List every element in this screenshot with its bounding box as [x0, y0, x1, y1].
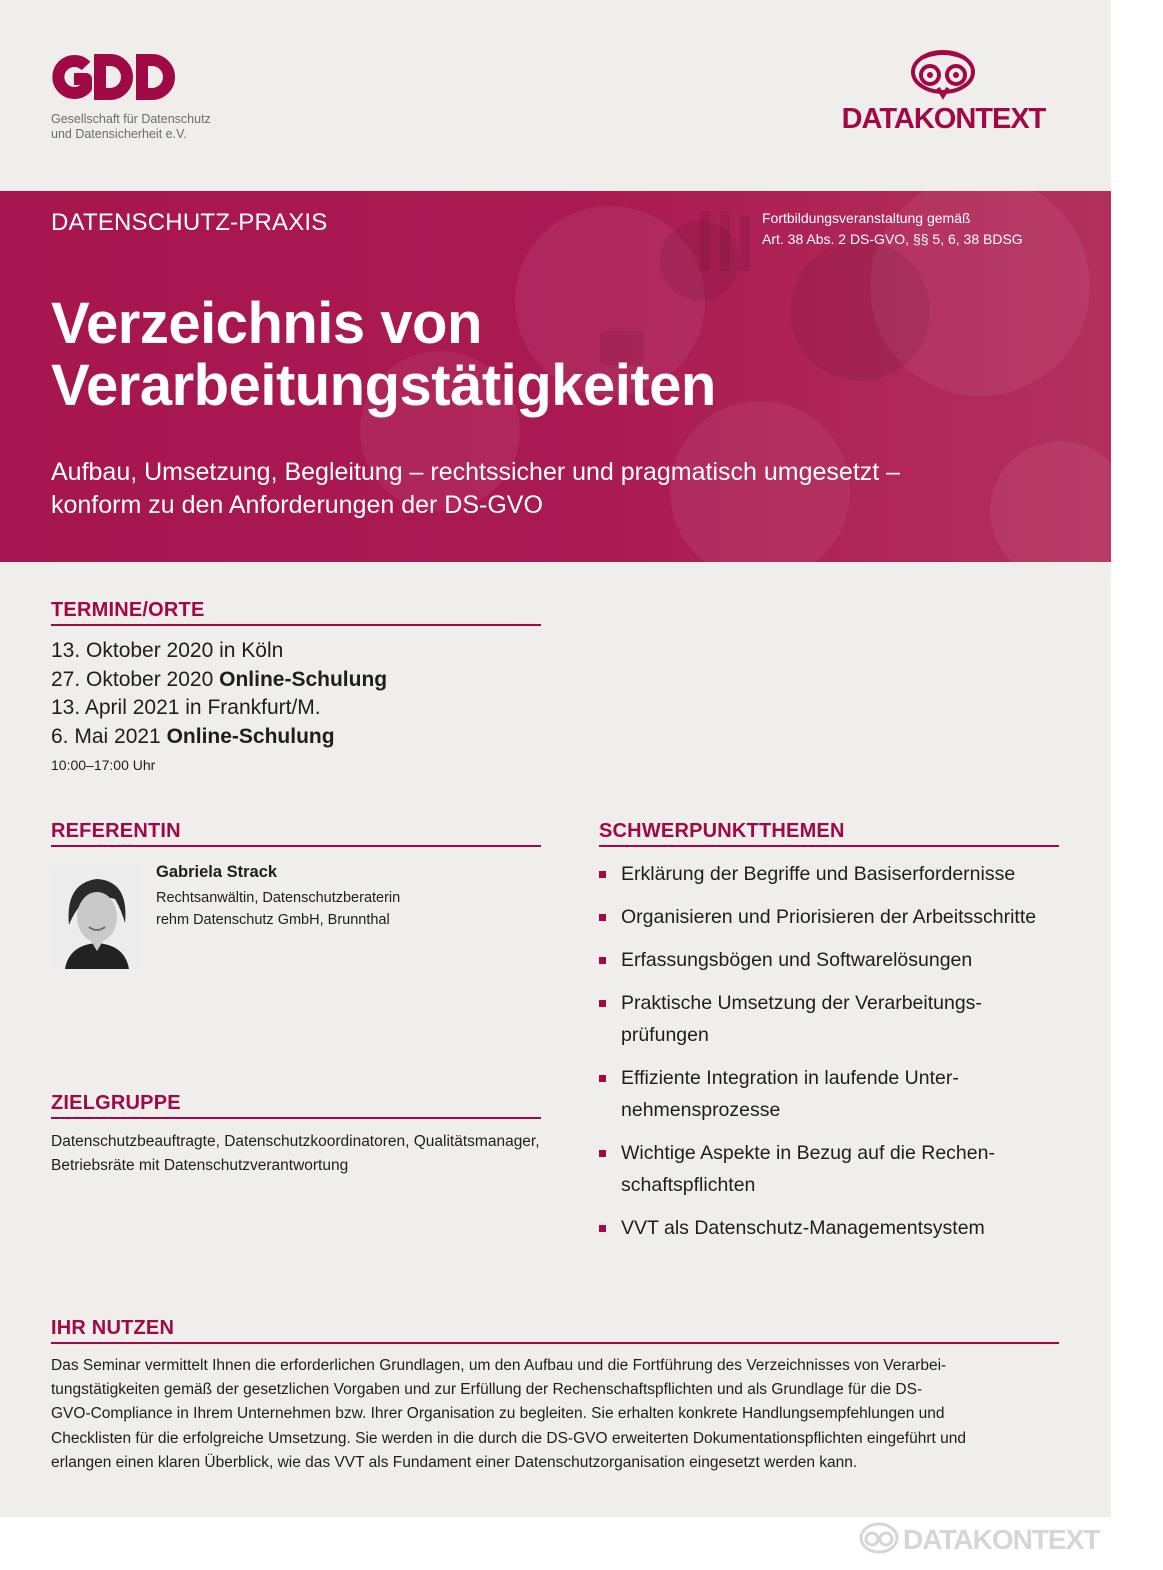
date-item [51, 694, 387, 723]
bullet-square-icon [599, 871, 606, 878]
title-banner [0, 191, 1111, 562]
heading-referentin: REFERENTIN [51, 820, 541, 847]
topic-text: VVT als Datenschutz-Managementsystem [621, 1217, 985, 1239]
date-format: Online-Schulung [219, 667, 388, 691]
date-format: Online-Schulung [166, 724, 335, 748]
speaker-role: Rechtsanwältin, Datenschutzberaterin [156, 890, 401, 906]
bullet-square-icon [599, 1225, 606, 1232]
heading-termine: TERMINE/ORTE [51, 599, 541, 626]
gdd-logo [50, 52, 180, 102]
bullet-square-icon [599, 1150, 606, 1157]
list-item [599, 1137, 1069, 1201]
zielgruppe-text: Datenschutzbeauftragte, Datenschutzkoordinatoren, Qualitätsmanager, Betriebsräte mit Datenschutzverantwortung [51, 1133, 540, 1174]
watermark-text: DATAKONTEXT [903, 1524, 1100, 1555]
list-item [599, 944, 1069, 976]
speaker-photo [51, 865, 142, 969]
nutzen-text: Das Seminar vermittelt Ihnen die erforderlichen Grundlagen, um den Aufbau und die Fortführung des Verzeichnisses von Verarbei- tungstätigkeiten gemäß der gesetzlichen Vorgaben und zur Erfüllung der Rechenschaftspflichten und als Grundlage für die DS- GVO-Compliance in Ihrem Unternehmen bzw. Ihrer Organisation zu begleiten. Sie erhalten konkrete Handlungsempfehlungen und Checklisten für die erfolgreiche Umsetzung. Sie werden in die durch die DS-GVO erweiterten Dokumentationspflichten eingeführt und erlangen einen klaren Überblick, wie das VVT als Fundament einer Datenschutzorganisation eingesetzt werden kann. [51, 1357, 966, 1471]
speaker-name: Gabriela Strack [156, 863, 278, 881]
page-subtitle: Aufbau, Umsetzung, Begleitung – rechtssicher und pragmatisch umgesetzt – konform zu den Anforderungen der DS-GVO [51, 458, 901, 519]
list-item [599, 1212, 1069, 1244]
topic-text: Organisieren und Priorisieren der Arbeitsschritte [621, 906, 1037, 928]
heading-schwerpunktthemen: SCHWERPUNKTTHEMEN [599, 820, 1059, 847]
bullet-square-icon [599, 1000, 606, 1007]
topic-text: Praktische Umsetzung der Verarbeitungs- prüfungen [621, 992, 982, 1046]
time-range: 10:00–17:00 Uhr [51, 757, 156, 773]
date-text: 6. Mai 2021 [51, 724, 167, 748]
speaker-details [156, 887, 400, 931]
gdd-subtitle: Gesellschaft für Datenschutz und Datensicherheit e.V. [51, 112, 211, 141]
list-item [599, 858, 1069, 890]
series-label: DATENSCHUTZ-PRAXIS [51, 209, 328, 236]
date-text: 13. April 2021 in Frankfurt/M. [51, 696, 321, 719]
page-margin-right [1111, 0, 1163, 1570]
heading-zielgruppe: ZIELGRUPPE [51, 1092, 541, 1119]
topic-text: Erfassungsbögen und Softwarelösungen [621, 949, 973, 971]
list-item [599, 987, 1069, 1051]
topics-list [599, 858, 1069, 1255]
heading-ihr-nutzen: IHR NUTZEN [51, 1317, 1059, 1344]
datakontext-logo-text: DATAKONTEXT [841, 103, 1046, 135]
date-text: 27. Oktober 2020 [51, 667, 220, 691]
date-text: 13. Oktober 2020 in Köln [51, 639, 284, 662]
topic-text: Erklärung der Begriffe und Basiserfordernisse [621, 863, 1016, 885]
list-item [599, 1062, 1069, 1126]
speaker-company: rehm Datenschutz GmbH, Brunnthal [156, 912, 390, 928]
page-title: Verzeichnis von Verarbeitungstätigkeiten [51, 291, 716, 418]
date-item [51, 666, 387, 695]
bullet-square-icon [599, 914, 606, 921]
date-item [51, 723, 387, 752]
bullet-square-icon [599, 1075, 606, 1082]
list-item [599, 901, 1069, 933]
bullet-square-icon [599, 957, 606, 964]
watermark-owl-icon [858, 1520, 900, 1560]
topic-text: Effiziente Integration in laufende Unter- nehmensprozesse [621, 1067, 959, 1121]
certification-note: Fortbildungsveranstaltung gemäß Art. 38 Abs. 2 DS-GVO, §§ 5, 6, 38 BDSG [762, 210, 1023, 247]
date-item [51, 637, 387, 666]
topic-text: Wichtige Aspekte in Bezug auf die Rechen- schaftspflichten [621, 1142, 995, 1196]
dates-list [51, 637, 387, 751]
